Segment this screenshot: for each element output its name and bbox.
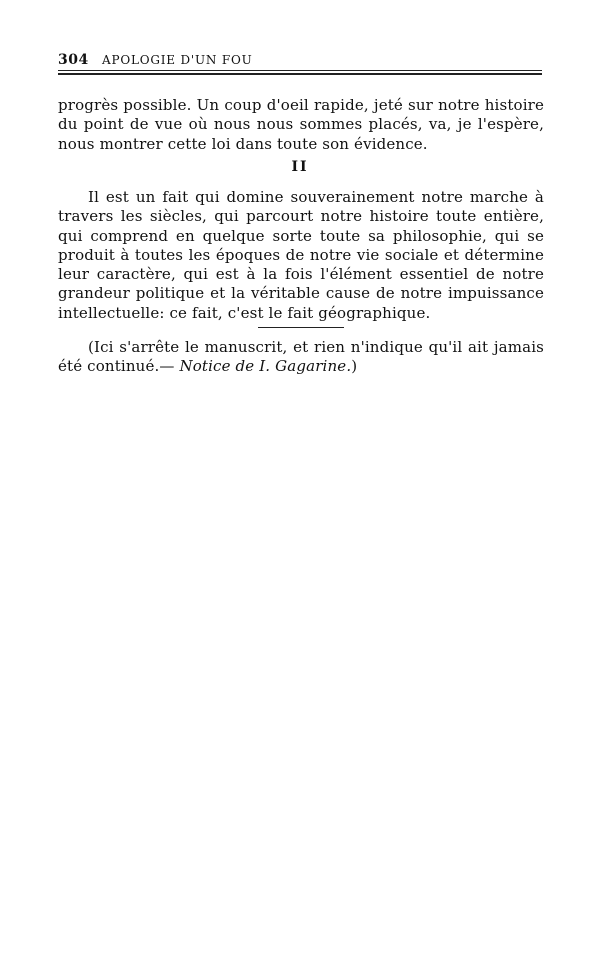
paragraph-continuation: progrès possible. Un coup d'oeil rapide, jeté sur notre histoire du point de vue où nous nous sommes placés, va, je l'espère, nous montrer cette loi dans toute son évidence.	[58, 96, 544, 153]
running-header	[58, 52, 542, 74]
editorial-note-text: (Ici s'arrête le manuscrit, et rien n'indique qu'il ait jamais été continué.—	[58, 338, 544, 376]
header-rule-thin	[58, 70, 542, 71]
section-number: II	[291, 159, 309, 175]
editorial-note	[58, 338, 544, 377]
header-rule-thick	[58, 73, 542, 75]
page-number: 304	[58, 52, 89, 68]
paragraph-geographic-fact: Il est un fait qui domine souverainement notre marche à travers les siècles, qui parcourt notre histoire toute entière, qui comprend en quelque sorte toute sa philosophie, qui se produit à toutes les époques de notre vie sociale et détermine leur caractère, qui est à la fois l'élément essentiel de notre grandeur politique et la véritable cause de notre impuissance intellectuelle: ce fait, c'est le fait géographique.	[58, 188, 544, 322]
editorial-note-source: Notice de I. Gagarine.	[179, 357, 352, 376]
running-title: APOLOGIE D'UN FOU	[102, 53, 253, 67]
section-divider	[258, 327, 344, 328]
editorial-note-close: )	[351, 357, 358, 376]
